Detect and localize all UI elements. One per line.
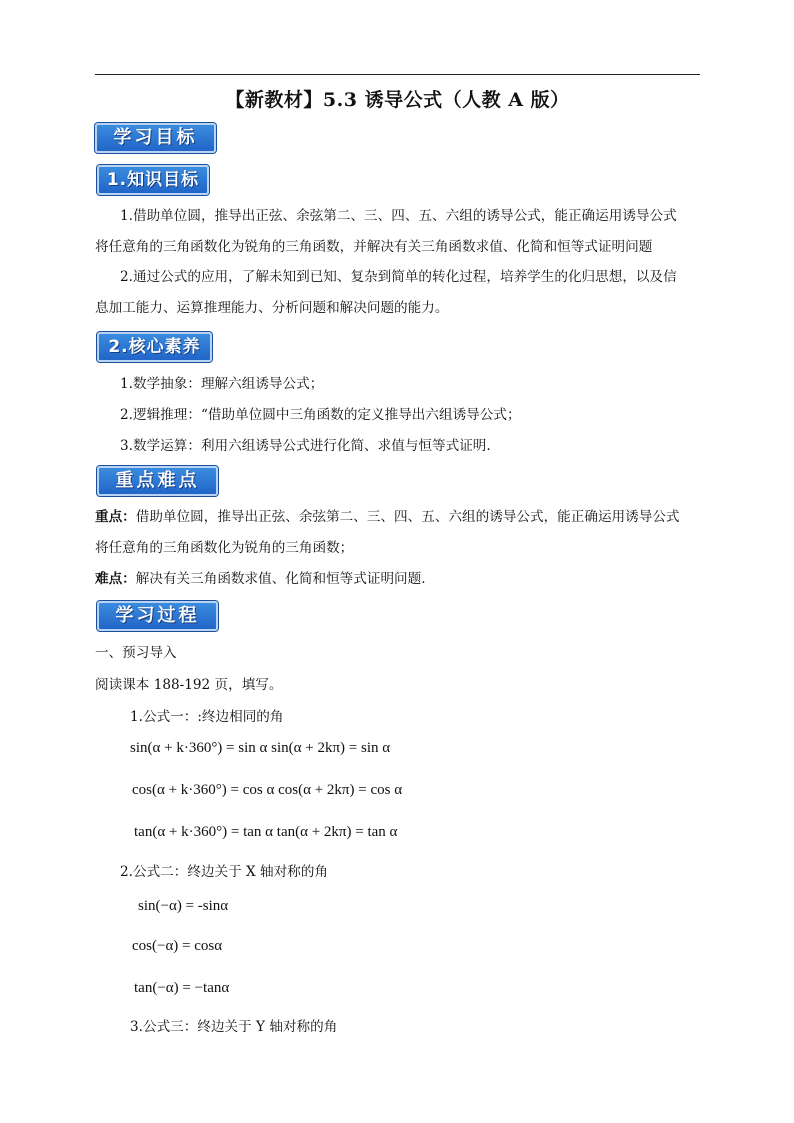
key-point-label: 重点： bbox=[95, 509, 136, 525]
key-point-text: 借助单位圆，推导出正弦、余弦第二、三、四、五、六组的诱导公式，能正确运用诱导公式 bbox=[135, 509, 680, 525]
key-point-line1 bbox=[95, 507, 680, 527]
badge-key-points: 重点难点 bbox=[97, 466, 218, 496]
formula2-sin: sin(−α) = -sinα bbox=[138, 898, 229, 914]
formula2-tan: tan(−α) = −tanα bbox=[134, 980, 230, 996]
knowledge-p1-line1: 1.借助单位圆，推导出正弦、余弦第二、三、四、五、六组的诱导公式，能正确运用诱导公式 bbox=[120, 208, 677, 224]
header-rule bbox=[95, 74, 700, 75]
badge-learning-objectives: 学习目标 bbox=[95, 123, 216, 153]
literacy-item-1: 1.数学抽象：理解六组诱导公式； bbox=[120, 376, 324, 392]
formula1-cos: cos(α + k·360°) = cos α cos(α + 2kπ) = cos α bbox=[132, 782, 403, 798]
badge-learning-process: 学习过程 bbox=[97, 601, 218, 631]
reading-instruction: 阅读课本 188-192 页，填写。 bbox=[95, 677, 283, 693]
difficulty-label: 难点： bbox=[95, 571, 136, 587]
formula1-sin: sin(α + k·360°) = sin α sin(α + 2kπ) = sin α bbox=[130, 740, 391, 756]
formula1-tan: tan(α + k·360°) = tan α tan(α + 2kπ) = tan α bbox=[134, 824, 398, 840]
difficulty-line bbox=[95, 569, 426, 589]
key-point-line2: 将任意角的三角函数化为锐角的三角函数； bbox=[95, 540, 354, 556]
formula2-title: 2.公式二：终边关于 X 轴对称的角 bbox=[120, 864, 329, 880]
formula1-title: 1.公式一：:终边相同的角 bbox=[130, 709, 284, 725]
formula2-cos: cos(−α) = cosα bbox=[132, 938, 223, 954]
badge-knowledge-objectives: 1.知识目标 bbox=[97, 165, 209, 195]
badge-core-literacy: 2.核心素养 bbox=[97, 332, 212, 362]
literacy-item-3: 3.数学运算：利用六组诱导公式进行化简、求值与恒等式证明. bbox=[120, 438, 491, 454]
knowledge-p2-line2: 息加工能力、运算推理能力、分析问题和解决问题的能力。 bbox=[95, 300, 449, 316]
knowledge-p2-line1: 2.通过公式的应用，了解未知到已知、复杂到简单的转化过程，培养学生的化归思想，以及信 bbox=[120, 269, 677, 285]
page-title: 【新教材】5.3 诱导公式（人教 A 版） bbox=[225, 89, 570, 111]
section-preview: 一、预习导入 bbox=[95, 645, 177, 661]
formula3-title: 3.公式三：终边关于 Y 轴对称的角 bbox=[130, 1019, 338, 1035]
knowledge-p1-line2: 将任意角的三角函数化为锐角的三角函数，并解决有关三角函数求值、化简和恒等式证明问题 bbox=[95, 239, 653, 255]
literacy-item-2: 2.逻辑推理：“借助单位圆中三角函数的定义推导出六组诱导公式； bbox=[120, 407, 521, 423]
difficulty-text: 解决有关三角函数求值、化简和恒等式证明问题. bbox=[135, 571, 426, 587]
